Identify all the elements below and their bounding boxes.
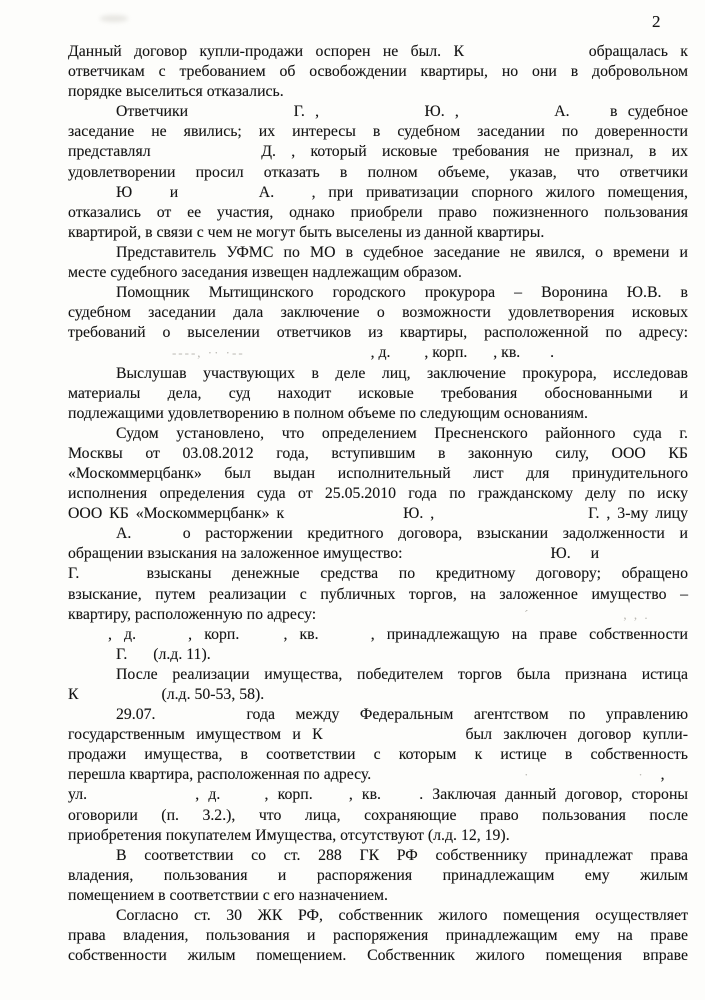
- text-line: [68, 765, 688, 785]
- text-line: [68, 42, 688, 62]
- paragraph: [68, 102, 688, 243]
- text-line: [68, 725, 688, 745]
- text-line: [68, 605, 688, 625]
- text-line: [68, 203, 688, 223]
- text-segment: , принадлежащую на праве собственности: [370, 625, 688, 643]
- redaction-gap: [322, 798, 340, 799]
- text-line: [68, 906, 688, 926]
- text-segment: в судебное: [610, 103, 689, 121]
- redaction-gap: [145, 196, 157, 197]
- text-segment: А.: [258, 183, 275, 201]
- text-segment: подлежащими удовлетворению в полном объеме по следующим основаниям.: [68, 404, 588, 422]
- text-line: [68, 946, 688, 966]
- text-segment: Представитель УФМС по МО в судебное заседание не явился, о времени и: [116, 243, 688, 261]
- redaction-gap: [476, 55, 576, 56]
- text-segment: оговорили (п. 3.2.), что лица, сохраняющие право пользования после: [68, 806, 688, 824]
- redaction-gap: [320, 618, 520, 619]
- faint-scan-mark: ´: [524, 606, 531, 622]
- text-segment: Ю. ,: [403, 505, 435, 523]
- text-segment: государственным имуществом и К: [68, 726, 323, 744]
- text-segment: взысканы денежные средства по кредитному договору; обращено: [146, 565, 689, 583]
- paragraph: [68, 283, 688, 363]
- text-segment: , д.: [108, 625, 137, 643]
- text-segment: К: [68, 686, 79, 703]
- text-line: [68, 424, 688, 444]
- redaction-gap: [131, 658, 149, 659]
- redaction-gap: [96, 798, 186, 799]
- text-segment: взыскание, путем реализации с публичных торгов, на заложенное имущество –: [68, 585, 688, 603]
- redaction-gap: [471, 356, 489, 357]
- text-line: [68, 404, 688, 424]
- redaction-gap: [148, 638, 176, 639]
- text-line: [68, 163, 688, 183]
- text-line: [68, 283, 688, 303]
- text-line: [68, 645, 688, 665]
- text-line: [68, 62, 688, 82]
- text-segment: .: [550, 344, 555, 362]
- paragraph: [68, 665, 688, 705]
- paragraph: [68, 364, 688, 424]
- paragraph: [68, 243, 688, 283]
- text-line: [68, 122, 688, 142]
- redaction-gap: [83, 698, 158, 699]
- scan-smudge: [100, 15, 128, 22]
- text-line: [68, 524, 688, 544]
- redaction-gap: [198, 115, 283, 116]
- text-segment: владения, пользования и распоряжения принадлежащим ему жилым: [68, 866, 688, 884]
- text-segment: А.: [116, 525, 132, 543]
- text-segment: , при приватизации спорного жилого помещения,: [311, 183, 688, 201]
- text-segment: судебном заседании дала заключение о возможности удовлетворения исковых: [68, 304, 688, 322]
- redaction-gap: [375, 778, 520, 779]
- redaction-gap: [534, 778, 634, 779]
- redaction-gap: [441, 517, 581, 518]
- redaction-gap: [249, 356, 367, 357]
- text-line: [68, 364, 688, 384]
- redaction-gap: [191, 196, 246, 197]
- paragraph: [68, 906, 688, 966]
- text-segment: Д. , который исковые требования не признал, в их: [261, 143, 688, 161]
- text-segment: (л.д. 50-53, 58).: [161, 686, 265, 703]
- text-segment: квартиру, расположенную по адресу:: [68, 605, 317, 623]
- text-segment: помещением в соответствии с его назначением.: [68, 886, 388, 904]
- text-segment: «Москоммерцбанк» был выдан исполнительный лист для принудительного: [68, 464, 688, 482]
- text-segment: Выслушав участвующих в деле лиц, заключение прокурора, исследовав: [116, 364, 688, 382]
- text-line: [68, 705, 688, 725]
- text-segment: материалы дела, суд находит исковые требования обоснованными и: [68, 384, 688, 402]
- text-segment: был заключен договор купли-: [465, 726, 688, 744]
- text-line: [68, 544, 688, 564]
- text-segment: Ю.: [550, 545, 571, 563]
- text-line: [68, 303, 688, 323]
- text-line: [68, 183, 688, 203]
- text-line: [68, 223, 688, 243]
- text-segment: порядке выселиться отказались.: [68, 83, 284, 101]
- redaction-gap: [166, 155, 246, 156]
- text-segment: месте судебного заседания извещен надлежащим образом.: [68, 264, 462, 282]
- text-segment: Москвы от 03.08.2012 года, вступившим в законную силу, ООО КБ: [68, 444, 688, 462]
- text-segment: ,: [660, 766, 665, 784]
- faint-scan-mark: ·: [524, 767, 531, 783]
- text-line: [68, 564, 688, 584]
- paragraph: [68, 846, 688, 906]
- redaction-gap: [100, 577, 126, 578]
- text-segment: , корп.: [264, 786, 313, 804]
- text-block: [68, 42, 688, 966]
- text-segment: Данный договор купли-продажи оспорен не был. К: [68, 43, 464, 60]
- text-line: [68, 102, 688, 122]
- text-segment: права владения, пользования и распоряжения принадлежащим ему на праве: [68, 927, 688, 945]
- text-segment: , д.: [370, 344, 391, 362]
- page-number: 2: [652, 12, 661, 31]
- text-segment: собственности жилым помещением. Собственник жилого помещения вправе: [68, 947, 688, 965]
- faint-scan-mark: ·: [638, 767, 645, 783]
- text-line: [68, 142, 688, 162]
- text-segment: заседание не явились; их интересы в судебном заседании по доверенности: [68, 123, 688, 141]
- text-segment: исполнения определения суда от 25.05.2010 года по гражданскому делу по иску: [68, 485, 688, 503]
- redaction-gap: [68, 356, 168, 357]
- text-segment: перешла квартира, расположенная по адресу.: [68, 766, 372, 784]
- redaction-gap: [524, 356, 546, 357]
- text-line: [68, 444, 688, 464]
- paragraph: [68, 424, 688, 665]
- text-segment: , кв.: [493, 344, 521, 362]
- text-line: [68, 384, 688, 404]
- text-line: [68, 323, 688, 343]
- redaction-gap: [469, 115, 544, 116]
- redaction-gap: [649, 778, 657, 779]
- text-line: [68, 484, 688, 504]
- redaction-gap: [394, 356, 420, 357]
- redaction-gap: [407, 557, 547, 558]
- text-segment: , корп.: [188, 625, 240, 643]
- redaction-gap: [580, 115, 600, 116]
- text-segment: Согласно ст. 30 ЖК РФ, собственник жилого помещения осуществляет: [116, 907, 688, 925]
- redaction-gap: [331, 638, 359, 639]
- text-line: [68, 585, 688, 605]
- text-segment: Судом установлено, что определением Пресненского районного суда г.: [116, 424, 688, 442]
- redaction-gap: [176, 718, 226, 719]
- text-segment: ул.: [68, 786, 88, 804]
- redaction-gap: [390, 798, 410, 799]
- paragraph: [68, 42, 688, 102]
- faint-scan-mark: , , .: [623, 606, 650, 622]
- redaction-gap: [251, 638, 271, 639]
- faint-scan-mark: ----, ·· ·--: [171, 345, 245, 361]
- text-segment: , д.: [195, 786, 221, 804]
- text-segment: , корп.: [424, 344, 468, 362]
- text-segment: удовлетворении просил отказать в полном объеме, указав, что ответчики: [68, 163, 688, 181]
- text-line: [68, 263, 688, 283]
- text-segment: В соответствии со ст. 288 ГК РФ собственнику принадлежат права: [116, 846, 688, 864]
- text-line: [68, 625, 688, 645]
- redaction-gap: [329, 115, 414, 116]
- text-segment: и: [169, 183, 179, 201]
- text-segment: (л.д. 11).: [153, 645, 211, 663]
- text-segment: и: [590, 545, 600, 563]
- redaction-gap: [334, 738, 454, 739]
- text-segment: После реализации имущества, победителем торгов была признана истица: [116, 665, 688, 683]
- text-line: [68, 464, 688, 484]
- text-segment: Г.: [68, 565, 80, 583]
- redaction-gap: [534, 618, 619, 619]
- text-line: [68, 343, 688, 363]
- text-segment: Г. , 3-му лицу: [588, 505, 689, 523]
- text-line: [68, 243, 688, 263]
- text-line: [68, 82, 688, 102]
- text-line: [68, 665, 688, 685]
- text-segment: требований о выселении ответчиков из квартиры, расположенной по адресу:: [68, 324, 688, 342]
- text-segment: Ю. ,: [424, 103, 459, 121]
- text-line: [68, 926, 688, 946]
- text-line: [68, 886, 688, 906]
- text-segment: Г.: [116, 645, 128, 663]
- text-segment: , кв.: [348, 786, 382, 804]
- text-segment: продажи имущества, в соответствии с которым к истице в собственность: [68, 746, 688, 764]
- text-segment: , кв.: [283, 625, 319, 643]
- text-segment: года между Федеральным агентством по управлению: [246, 706, 688, 724]
- text-segment: обращении взыскания на заложенное имущество:: [68, 545, 403, 563]
- text-line: [68, 846, 688, 866]
- text-segment: обращалась к: [588, 43, 688, 60]
- text-line: [68, 806, 688, 826]
- redaction-gap: [146, 537, 168, 538]
- text-segment: 29.07.: [116, 706, 156, 724]
- text-line: [68, 745, 688, 765]
- text-line: [68, 785, 688, 805]
- text-segment: отказались от ее участия, однако приобрели право пожизненного пользования: [68, 203, 688, 221]
- text-segment: Помощник Мытищинского городского прокурора – Воронина Ю.В. в: [116, 284, 688, 302]
- text-segment: Ответчики: [116, 103, 189, 121]
- text-line: [68, 504, 688, 524]
- text-segment: приобретения покупателем Имущества, отсутствуют (л.д. 12, 19).: [68, 826, 510, 844]
- redaction-gap: [229, 798, 255, 799]
- text-line: [68, 685, 688, 705]
- text-segment: ответчикам с требованием об освобождении квартиры, но они в добровольном: [68, 63, 688, 81]
- paragraph: [68, 705, 688, 846]
- text-line: [68, 866, 688, 886]
- text-segment: представлял: [68, 143, 151, 161]
- redaction-gap: [291, 517, 396, 518]
- redaction-gap: [575, 557, 587, 558]
- text-segment: Ю: [116, 183, 133, 201]
- text-segment: Г. ,: [293, 103, 320, 121]
- text-segment: квартирой, в связи с чем не могут быть выселены из данной квартиры.: [68, 223, 545, 241]
- text-segment: . Заключая данный договор, стороны: [419, 786, 689, 804]
- text-segment: о расторжении кредитного договора, взыскании задолженности и: [182, 525, 688, 543]
- text-segment: ООО КБ «Москоммерцбанк» к: [68, 505, 285, 523]
- text-line: [68, 826, 688, 846]
- redaction-gap: [287, 196, 299, 197]
- text-segment: А.: [554, 103, 570, 121]
